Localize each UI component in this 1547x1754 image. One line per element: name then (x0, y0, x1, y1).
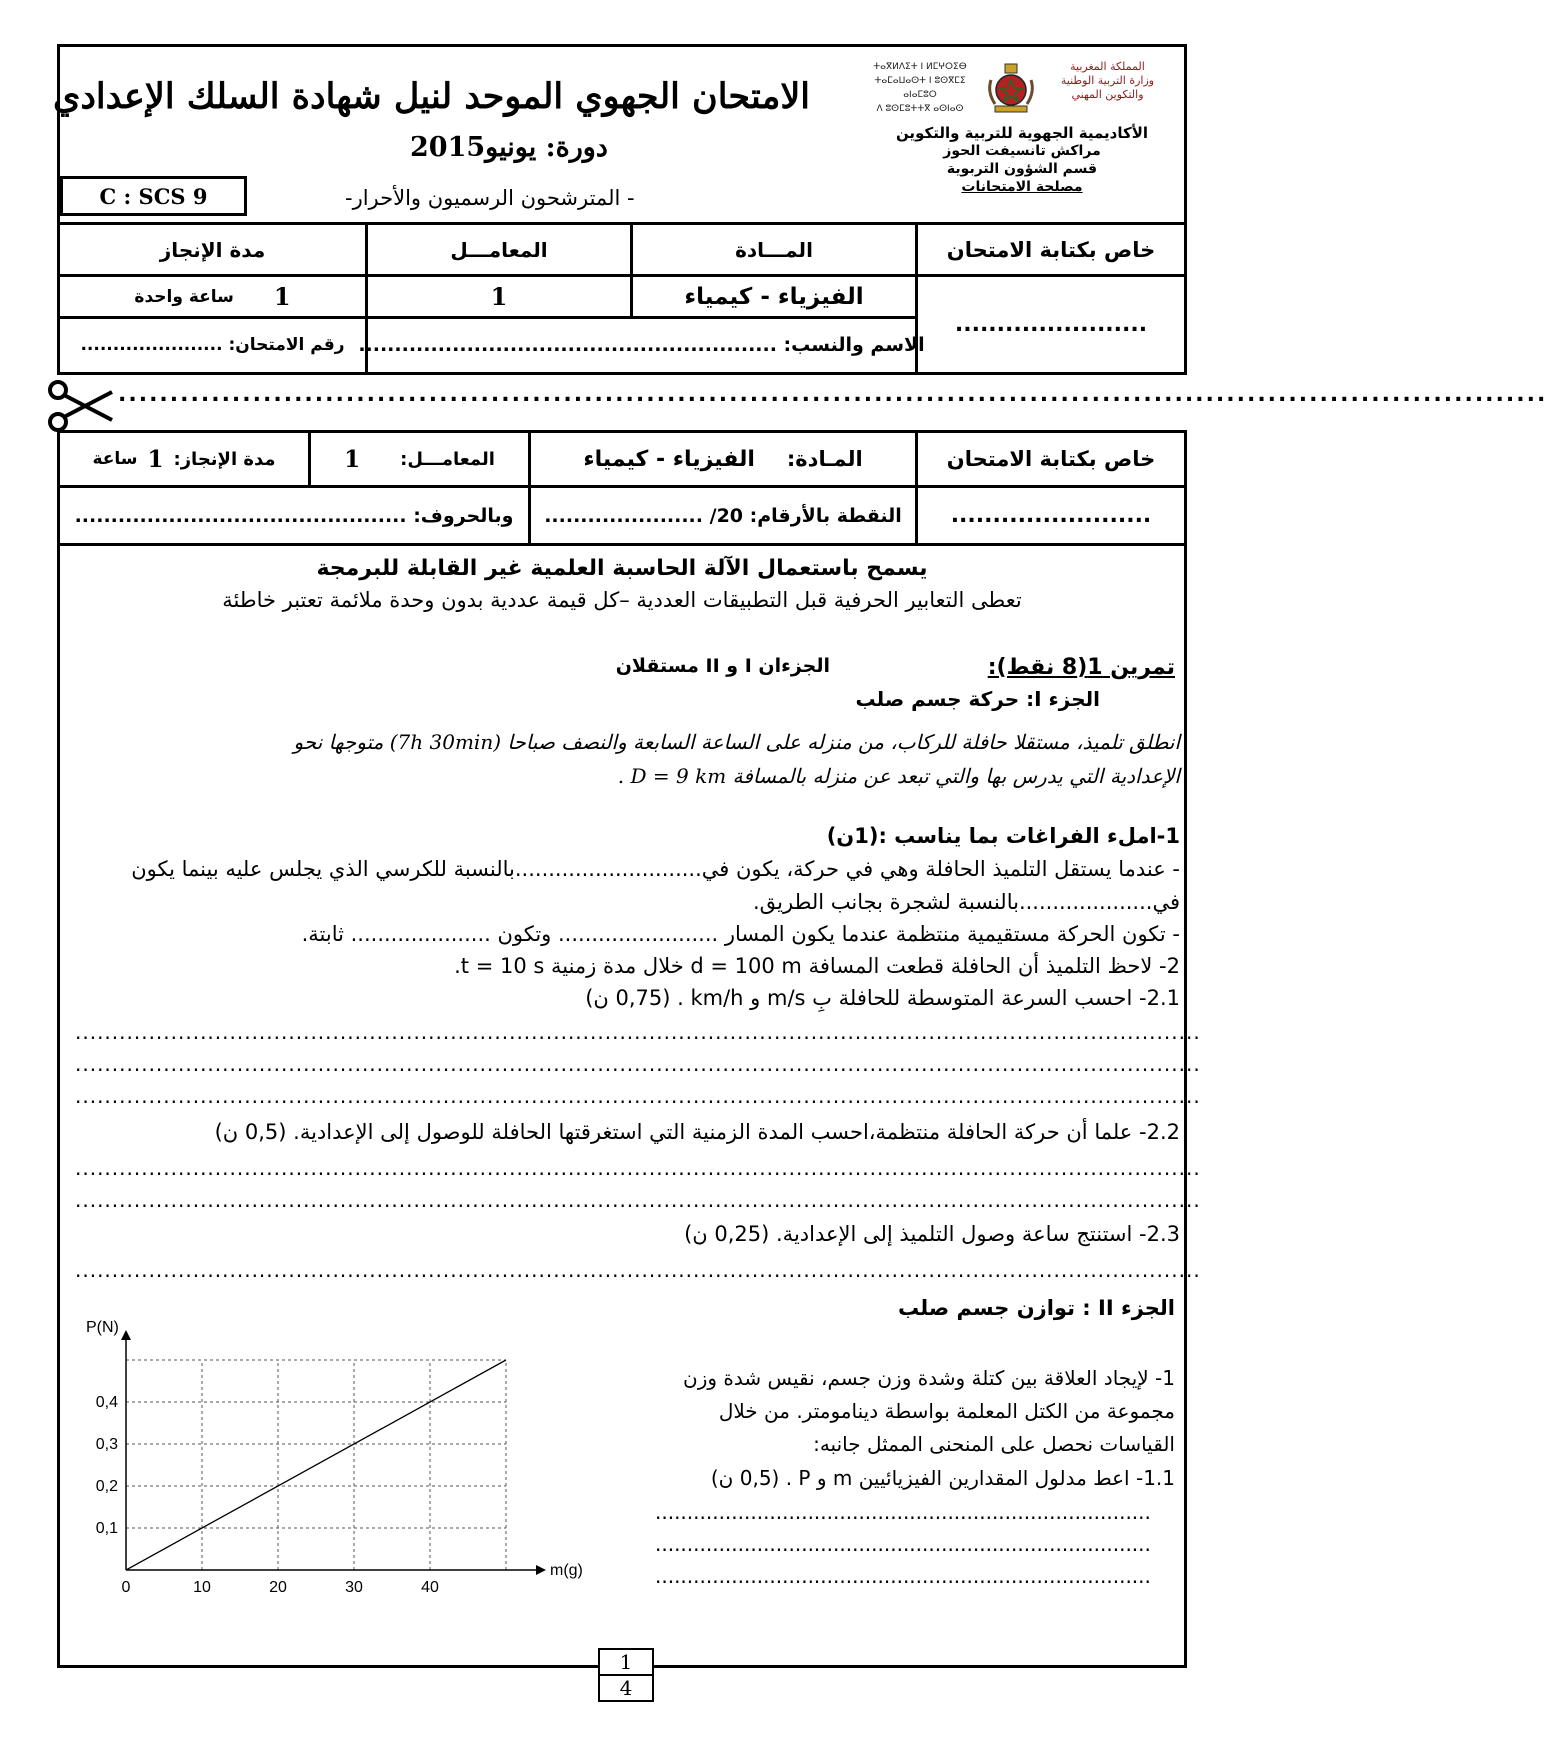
info-name-field[interactable]: الاسم والنسب: .......................................................... (358, 334, 925, 356)
ministry-text: المملكة المغربية وزارة التربية الوطنية والتكوين المهني (1060, 60, 1155, 101)
y-axis-label: P(N) (86, 1319, 119, 1336)
parts-note: الجزءان I و II مستقلان (615, 655, 830, 677)
answer-coef (311, 433, 528, 485)
info-header-duration: مدة الإنجاز (159, 237, 266, 262)
part1-title: الجزء I: حركة جسم صلب (855, 687, 1100, 711)
academy-line: قسم الشؤون التربوية (946, 161, 1098, 177)
page-total: 4 (619, 1676, 633, 1700)
answer-subject-value: الفيزياء - كيمياء (583, 446, 755, 472)
intro-line-1: انطلق تلميذ، مستقلا حافلة للركاب، من منزله على الساعة السابعة والنصف صباحا (7h 30min) متوجها نحو (293, 730, 1180, 754)
academy-line: مراكش تانسيفت الحوز (943, 143, 1101, 159)
x-tick-label: 10 (193, 1579, 211, 1596)
academy-line: الأكاديمية الجهوية للتربية والتكوين (895, 124, 1149, 142)
answer-line[interactable]: ......................................................................................................................................................... (75, 1084, 1201, 1108)
question-2-2: 2.2- علما أن حركة الحافلة منتظمة،احسب المدة الزمنية التي استغرقتها الحافلة للوصول إلى الإعدادية. (0,5 ن) (214, 1120, 1180, 1144)
x-axis-label: m(g) (550, 1562, 583, 1579)
answer-header-reserved: خاص بكتابة الامتحان (946, 447, 1156, 471)
academy-block (877, 124, 1167, 196)
info-subject: الفيزياء - كيمياء (684, 283, 864, 310)
page-current: 1 (600, 1650, 652, 1676)
answer-duration-label: مدة الإنجاز: (173, 448, 276, 470)
question-1: 1-املء الفراغات بما يناسب :(1ن) (826, 824, 1180, 848)
info-header-coef: المعامـــل (450, 237, 548, 262)
y-axis-arrow (121, 1330, 131, 1340)
weight-mass-chart (80, 1319, 600, 1615)
part2-title: الجزء II : توازن جسم صلب (898, 1296, 1175, 1320)
question-1b[interactable]: في....................بالنسبة لشجرة بجانب الطريق. (752, 890, 1180, 914)
info-duration (60, 277, 365, 316)
x-tick-label: 40 (421, 1579, 439, 1596)
answer-subject-label: المـادة: (786, 447, 863, 471)
answer-score-letters[interactable]: وبالحروف: .............................................. (74, 504, 514, 527)
part2-question-1-1: 1.1- اعط مدلول المقدارين الفيزيائيين m و P . (0,5 ن) (710, 1466, 1175, 1490)
answer-coef-label: المعامـــل: (400, 448, 495, 470)
part2-answer-line[interactable]: .............................................................................. (655, 1564, 1151, 1588)
y-tick-label: 0,2 (95, 1478, 118, 1495)
answer-line[interactable]: ......................................................................................................................................................... (75, 1020, 1201, 1044)
intro-line-2: الإعدادية التي يدرس بها والتي تبعد عن منزله بالمسافة D = 9 km . (617, 764, 1180, 788)
answer-score-digits[interactable]: النقطة بالأرقام: 20/ ...................... (544, 504, 902, 527)
y-tick-label: 0,4 (95, 1394, 118, 1411)
answer-subject (531, 433, 915, 485)
answer-line[interactable]: ......................................................................................................................................................... (75, 1258, 1201, 1282)
answer-duration (60, 433, 308, 485)
info-duration-text: ساعة واحدة (134, 286, 234, 307)
question-1a[interactable]: - عندما يستقل التلميذ الحافلة وهي في حركة، يكون في............................بالنسبة للكرسي الذي يجلس عليه بينما يكون (131, 857, 1180, 881)
part2-answer-line[interactable]: .............................................................................. (655, 1500, 1151, 1524)
y-tick-label: 0,3 (95, 1436, 118, 1453)
x-tick-label: 30 (345, 1579, 363, 1596)
x-tick-label: 0 (121, 1579, 131, 1596)
calculator-note: يسمح باستعمال الآلة الحاسبة العلمية غير القابلة للبرمجة (316, 556, 928, 581)
answer-table-row2 (57, 543, 1187, 546)
question-2-3: 2.3- استنتج ساعة وصول التلميذ إلى الإعدادية. (0,25 ن) (684, 1222, 1180, 1246)
question-2-1: 2.1- احسب السرعة المتوسطة للحافلة بِ m/s و km/h . (0,75 ن) (585, 986, 1180, 1010)
y-tick-label: 0,1 (95, 1520, 118, 1537)
info-exam-number[interactable]: رقم الامتحان: ...................... (80, 335, 345, 355)
exam-candidates: - المترشحون الرسميون والأحرار- (345, 186, 635, 210)
info-reserved-dots: ....................... (954, 311, 1148, 337)
question-2: 2- لاحظ التلميذ أن الحافلة قطعت المسافة d = 100 m خلال مدة زمنية t = 10 s. (454, 954, 1180, 978)
x-axis-arrow (536, 1565, 546, 1575)
rule-note: تعطى التعابير الحرفية قبل التطبيقات العددية –كل قيمة عددية بدون وحدة ملائمة تعتبر خاطئة (222, 588, 1022, 612)
answer-line[interactable]: ......................................................................................................................................................... (75, 1052, 1201, 1076)
part2-text-2: مجموعة من الكتل المعلمة بواسطة دينامومتر. من خلال (718, 1399, 1175, 1423)
exam-session: دورة: يونيو2015 (410, 132, 608, 163)
exam-code: C : SCS 9 (60, 176, 247, 216)
answer-line[interactable]: ......................................................................................................................................................... (75, 1156, 1201, 1180)
series-line (126, 1360, 506, 1570)
answer-duration-unit: ساعة (92, 449, 138, 469)
info-header-subject: المـــادة (735, 237, 813, 262)
page-number (598, 1648, 654, 1702)
question-1c[interactable]: - تكون الحركة مستقيمية منتظمة عندما يكون المسار ........................ وتكون ..................... ثابتة. (301, 922, 1180, 946)
answer-duration-num: 1 (147, 445, 164, 473)
answer-line[interactable]: ......................................................................................................................................................... (75, 1188, 1201, 1212)
academy-line: مصلحة الامتحانات (961, 179, 1083, 195)
info-duration-num: 1 (273, 282, 291, 311)
cut-line: .......................................................................................................................................... (118, 382, 1547, 407)
scissors-icon (46, 378, 116, 434)
emblem-icon (983, 60, 1039, 116)
exam-title: الامتحان الجهوي الموحد لنيل شهادة السلك الإعدادي (52, 76, 810, 117)
tifinagh-text: ⵜⴰⴳⵍⴷⵉⵜ ⵏ ⵍⵎⵖⵔⵉⴱ ⵜⴰⵎⴰⵡⴰⵙⵜ ⵏ ⵓⵙⴳⵎⵉ ⴰⵏⴰⵎⵓⵔ ⴷ ⵓⵙⵎⵓⵜⵜⴳ ⴰⵙⵏⴰⵙ (873, 62, 967, 114)
part2-answer-line[interactable]: .............................................................................. (655, 1532, 1151, 1556)
x-tick-label: 20 (269, 1579, 287, 1596)
answer-coef-value: 1 (344, 445, 361, 473)
part2-text-1: 1- لإيجاد العلاقة بين كتلة وشدة وزن جسم، نقيس شدة وزن (683, 1366, 1175, 1390)
ministry-logo-block (865, 60, 1165, 126)
info-header-reserved: خاص بكتابة الامتحان (946, 237, 1156, 262)
part2-text-3: القياسات نحصل على المنحنى الممثل جانبه: (813, 1432, 1175, 1456)
exercise-title: تمرين 1(8 نقط): (987, 655, 1175, 680)
info-coef: 1 (490, 282, 508, 311)
answer-reserved-dots: ........................ (950, 503, 1152, 528)
